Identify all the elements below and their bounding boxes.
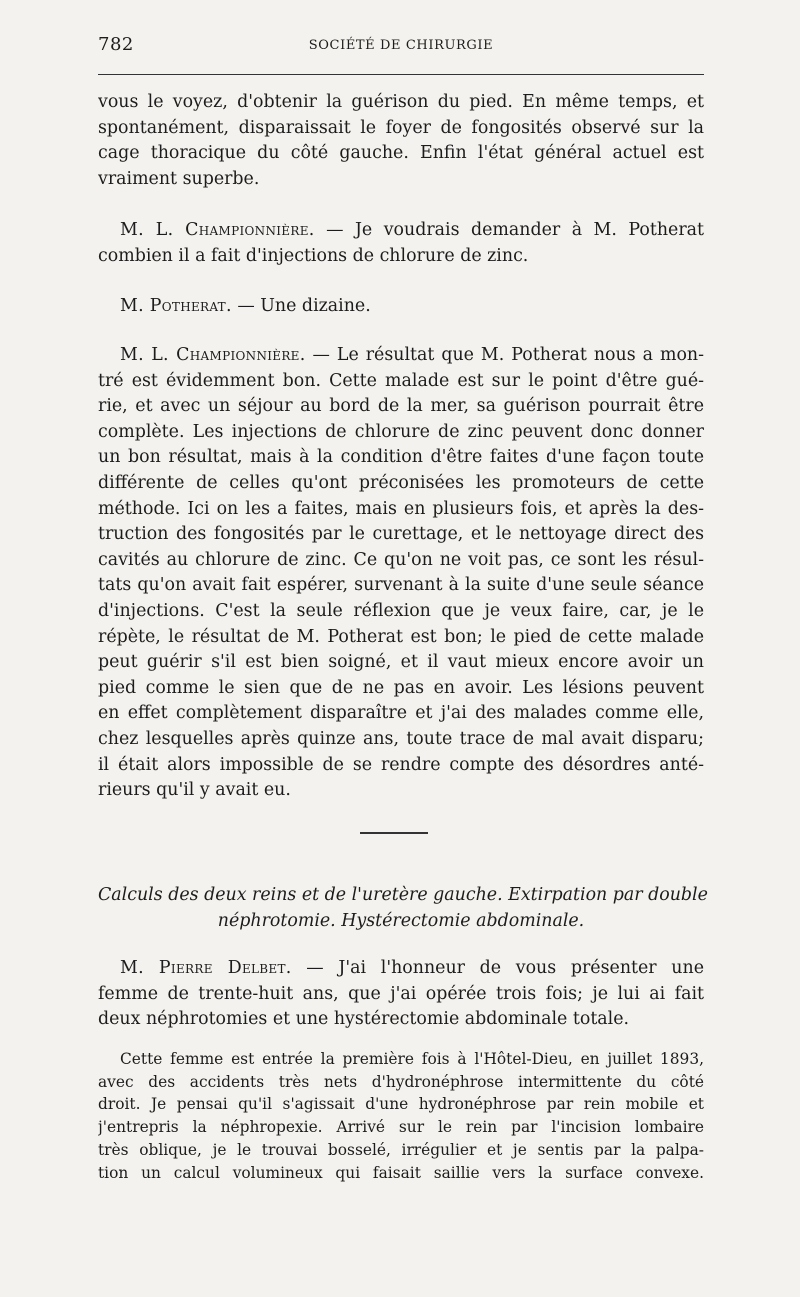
- paragraph-3: [98, 294, 704, 320]
- text-line: méthode. Ici on les a faites, mais en plusieurs fois, et après la des-: [98, 498, 704, 519]
- text-line: complète. Les injections de chlorure de zinc peuvent donc donner: [98, 421, 704, 442]
- speech-text: — Une dizaine.: [231, 296, 371, 316]
- text-line: différente de celles qu'ont préconisées les promoteurs de cette: [98, 472, 704, 493]
- running-header: [98, 30, 704, 60]
- text-line: droit. Je pensai qu'il s'agissait d'une hydronéphrose par rein mobile et: [98, 1095, 704, 1114]
- text-line: tats qu'on avait fait espérer, survenant à la suite d'une seule séance: [98, 575, 704, 596]
- paragraph-4: [98, 343, 704, 804]
- text-line: peut guérir s'il est bien soigné, et il vaut mieux encore avoir un: [98, 652, 704, 673]
- text-line: vraiment superbe.: [98, 168, 260, 189]
- text-line: d'injections. C'est la seule réflexion que je veux faire, car, je le: [98, 600, 704, 621]
- speaker-name: M. Pierre Delbet.: [120, 958, 292, 978]
- section-title-line: néphrotomie. Hystérectomie abdominale.: [217, 911, 585, 931]
- text-line: répète, le résultat de M. Potherat est bon; le pied de cette malade: [98, 626, 704, 647]
- paragraph-6-case-report: [98, 1048, 704, 1184]
- text-line: pied comme le sien que de ne pas en avoir. Les lésions peuvent: [98, 677, 704, 698]
- section-separator: [360, 832, 428, 834]
- section-title-line: Calculs des deux reins et de l'uretère gauche. Extirpation par double: [98, 885, 708, 905]
- text-line: très oblique, je le trouvai bosselé, irrégulier et je sentis par la palpa-: [98, 1140, 704, 1159]
- section-title: [98, 882, 708, 934]
- speech-text: — Je voudrais demander à M. Potherat: [314, 220, 704, 240]
- text-line: tion un calcul volumineux qui faisait saillie vers la surface convexe.: [98, 1163, 704, 1182]
- text-line: truction des fongosités par le curettage, et le nettoyage direct des: [98, 524, 704, 545]
- speech-text: — Le résultat que M. Potherat nous a mon-: [305, 345, 704, 365]
- text-line: [98, 218, 704, 244]
- text-line: j'entrepris la néphropexie. Arrivé sur le rein par l'incision lombaire: [98, 1118, 704, 1137]
- text-line: deux néphrotomies et une hystérectomie abdominale totale.: [98, 1009, 630, 1030]
- page-number: 782: [98, 34, 134, 55]
- speaker-name: M. L. Championnière.: [120, 345, 306, 365]
- text-line: chez lesquelles après quinze ans, toute trace de mal avait disparu;: [98, 728, 704, 749]
- text-line: femme de trente-huit ans, que j'ai opérée trois fois; je lui ai fait: [98, 983, 704, 1004]
- text-line: cage thoracique du côté gauche. Enfin l'état général actuel est: [98, 143, 704, 164]
- text-line: rie, et avec un séjour au bord de la mer, sa guérison pourrait être: [98, 396, 704, 417]
- text-line: spontanément, disparaissait le foyer de fongosités observé sur la: [98, 117, 704, 138]
- text-line: combien il a fait d'injections de chlorure de zinc.: [98, 245, 529, 266]
- text-line: tré est évidemment bon. Cette malade est sur le point d'être gué-: [98, 370, 704, 391]
- text-line: Cette femme est entrée la première fois à l'Hôtel-Dieu, en juillet 1893,: [120, 1050, 704, 1068]
- text-line: [98, 343, 704, 369]
- text-line: cavités au chlorure de zinc. Ce qu'on ne voit pas, ce sont les résul-: [98, 549, 704, 570]
- text-line: vous le voyez, d'obtenir la guérison du pied. En même temps, et: [98, 92, 704, 112]
- header-rule: [98, 74, 704, 75]
- speaker-name: M. Potherat.: [120, 296, 232, 316]
- journal-title: SOCIÉTÉ DE CHIRURGIE: [308, 38, 494, 53]
- paragraph-2: [98, 218, 704, 269]
- speaker-name: M. L. Championnière.: [120, 220, 315, 240]
- text-line: [98, 956, 704, 982]
- text-line: avec des accidents très nets d'hydronéphrose intermittente du côté: [98, 1072, 704, 1091]
- paragraph-1: [98, 90, 704, 192]
- text-line: un bon résultat, mais à la condition d'être faites d'une façon toute: [98, 447, 704, 468]
- text-line: [98, 294, 704, 320]
- text-line: il était alors impossible de se rendre compte des désordres anté-: [98, 754, 704, 775]
- speech-text: — J'ai l'honneur de vous présenter une: [291, 958, 704, 978]
- text-line: rieurs qu'il y avait eu.: [98, 780, 291, 801]
- paragraph-5: [98, 956, 704, 1033]
- text-line: en effet complètement disparaître et j'ai des malades comme elle,: [98, 703, 704, 724]
